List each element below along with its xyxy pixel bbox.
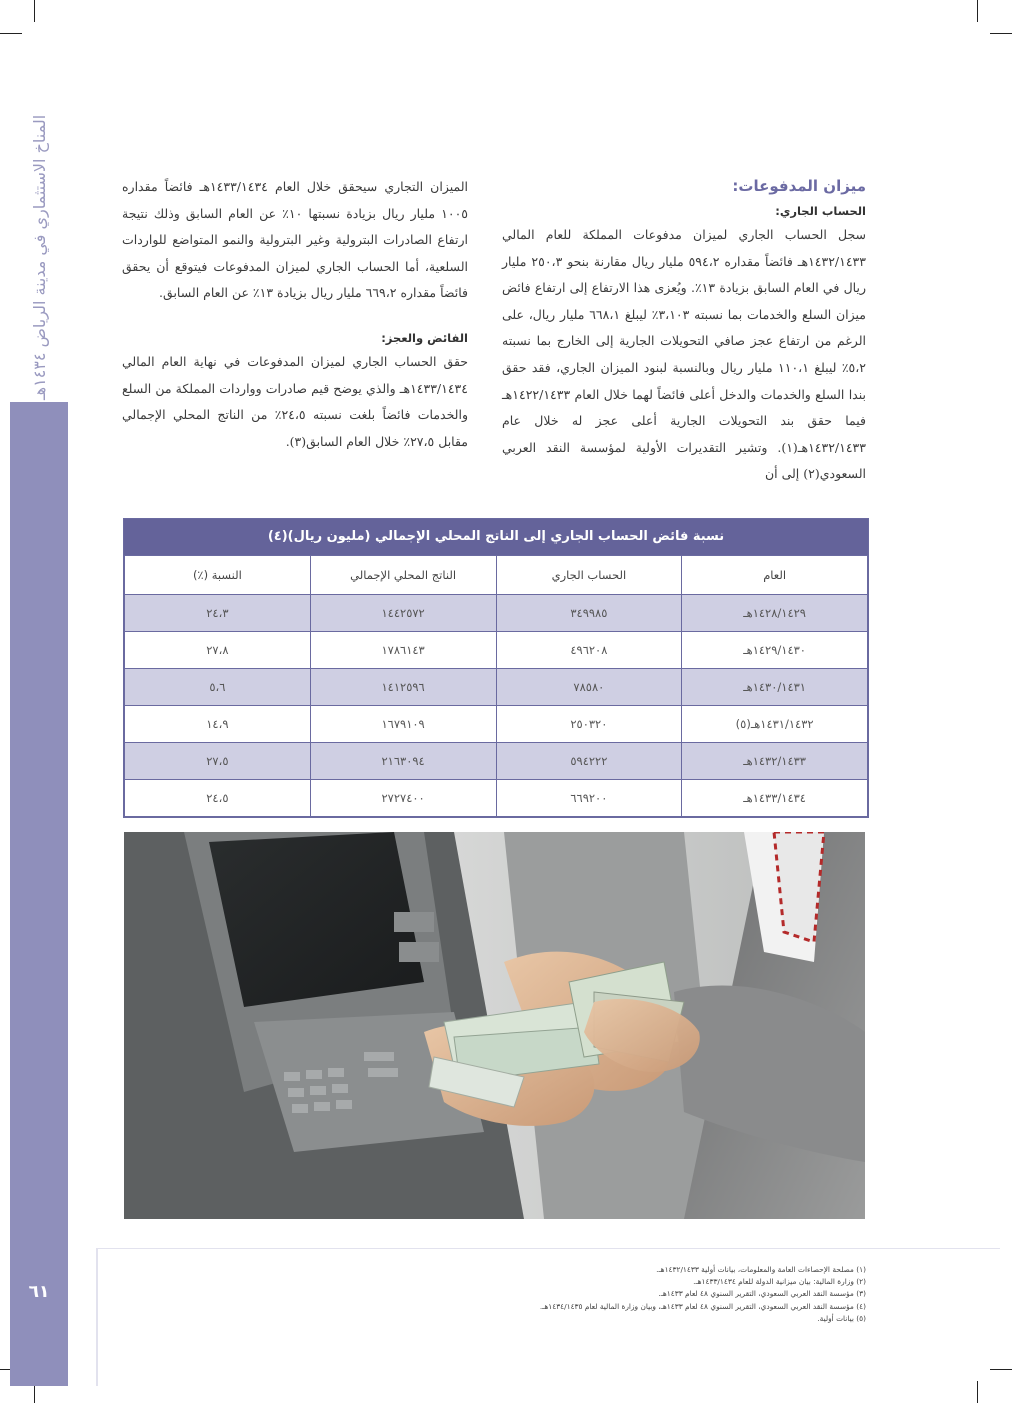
table-cell: ٧٨٥٨٠ [496, 669, 682, 706]
table-cell: ١٤٣٢/١٤٣٣هـ [682, 743, 868, 780]
table-cell: ٣٤٩٩٨٥ [496, 595, 682, 632]
table-row [125, 632, 868, 669]
crop-mark [0, 33, 22, 34]
table-cell: ٦٦٩٢٠٠ [496, 780, 682, 817]
surplus-paragraph: حقق الحساب الجاري لميزان المدفوعات في نهاية العام المالي ١٤٣٣/١٤٣٤هـ والذي يوضح قيم صادرات وواردات المملكة من السلع والخدمات فائضاً بلغت نسبته ٢٤،٥٪ من الناتج المحلي الإجمالي مقابل ٢٧،٥٪ خلال العام السابق(٣). [122, 353, 468, 449]
column-header-gdp: الناتج المحلي الإجمالي [310, 556, 496, 595]
table-cell: ١٤٢٩/١٤٣٠هـ [682, 632, 868, 669]
footnote-item: (٢) وزارة المالية: بيان ميزانية الدولة للعام ١٤٣٣/١٤٣٤هـ. [693, 1277, 866, 1287]
current-account-paragraph: سجل الحساب الجاري لميزان مدفوعات المملكة للعام المالي ١٤٣٢/١٤٣٣هـ فائضاً مقداره ٥٩٤،٢ مليار ريال مقارنة بنحو ٢٥٠،٣ مليار ريال في العام السابق بزيادة ١٣٪. ويُعزى هذا الارتفاع إلى ارتفاع فائض ميزان السلع والخدمات بما نسبته ٣،١٠٣٪ ليبلغ ٦٦٨،١ مليار ريال، على الرغم من ارتفاع عجز صافي التحويلات الجارية إلى الخارج بما نسبته ٥،٢٪ ليبلغ ١١٠،١ مليار ريال وبالنسبة لبنود الميزان الجاري، فقد حقق بندا السلع والخدمات والدخل أعلى فائضاً لهما خلال العام ١٤٢٢/١٤٣٣هـ فيما حقق بند التحويلات الجارية أعلى عجز له خلال عام ١٤٣٢/١٤٣٣هـ(١). وتشير التقديرات الأولية لمؤسسة النقد العربي السعودي(٢) إلى أن [502, 227, 867, 482]
table-row [125, 706, 868, 743]
table-cell: ١٤،٩ [125, 706, 311, 743]
right-column [502, 174, 866, 488]
table-title: نسبة فائض الحساب الجاري إلى الناتج المحلي الإجمالي (مليون ريال)(٤) [124, 519, 868, 555]
footnotes [470, 1264, 866, 1325]
crop-mark [990, 33, 1012, 34]
section-heading: ميزان المدفوعات: [732, 177, 866, 195]
table-cell: ٢٧،٥ [125, 743, 311, 780]
crop-mark [34, 0, 35, 22]
trade-balance-paragraph: الميزان التجاري سيحقق خلال العام ١٤٣٣/١٤٣٤هـ فائضاً مقداره ١٠٠٥ مليار ريال بزيادة نسبتها ١٠٪ عن العام السابق وذلك نتيجة ارتفاع الصادرات البترولية وغير البترولية والنمو المتواضع للواردات السلعية، أما الحساب الجاري لميزان المدفوعات فيتوقع أن يحقق فائضاً مقداره ٦٦٩،٢ مليار ريال بزيادة ١٣٪ عن العام السابق. [122, 179, 468, 301]
current-account-subheading: الحساب الجاري: [775, 204, 866, 218]
sidebar-band [10, 402, 68, 1386]
page-number: ٦١ [28, 1282, 50, 1302]
table-cell: ٢٧،٨ [125, 632, 311, 669]
footnote-item: (٤) مؤسسة النقد العربي السعودي، التقرير السنوي ٤٨ لعام ١٤٣٣هـ، وبيان وزارة المالية لعام ١٤٣٤/١٤٣٥هـ. [539, 1301, 866, 1311]
table-cell: ٢٤،٥ [125, 780, 311, 817]
current-account-table [123, 518, 869, 818]
table-cell: ١٤٣٣/١٤٣٤هـ [682, 780, 868, 817]
table-row [125, 743, 868, 780]
column-header-year: العام [682, 556, 868, 595]
table-cell: ١٦٧٩١٠٩ [310, 706, 496, 743]
table-cell: ٢٧٢٧٤٠٠ [310, 780, 496, 817]
table-cell: ٢٤،٣ [125, 595, 311, 632]
table-cell: ٥٩٤٢٢٢ [496, 743, 682, 780]
crop-mark [990, 1369, 1012, 1370]
column-header-current-account: الحساب الجاري [496, 556, 682, 595]
left-column [122, 174, 468, 455]
footnote-divider [96, 1248, 1000, 1249]
table-row [125, 780, 868, 817]
table-cell: ٢١٦٣٠٩٤ [310, 743, 496, 780]
footnote-vertical-rule [96, 1248, 98, 1386]
table-cell: ٤٩٦٢٠٨ [496, 632, 682, 669]
table-row [125, 595, 868, 632]
table-cell: ١٤١٢٥٩٦ [310, 669, 496, 706]
table-cell: ٥،٦ [125, 669, 311, 706]
atm-cash-photo [124, 832, 865, 1219]
table-cell: ١٤٣٠/١٤٣١هـ [682, 669, 868, 706]
table-cell: ٢٥٠٣٢٠ [496, 706, 682, 743]
table-cell: ١٤٤٢٥٧٢ [310, 595, 496, 632]
table-cell: ١٧٨٦١٤٣ [310, 632, 496, 669]
table-cell: ١٤٢٨/١٤٢٩هـ [682, 595, 868, 632]
running-title: المناخ الاستثماري في مدينة الرياض ١٤٣٤هـ [30, 114, 49, 400]
crop-mark [977, 0, 978, 22]
table-row [125, 669, 868, 706]
surplus-deficit-subheading: الفائض والعجز: [381, 330, 468, 345]
table-cell: ١٤٣١/١٤٣٢هـ(٥) [682, 706, 868, 743]
column-header-ratio: النسبة (٪) [125, 556, 311, 595]
footnote-item: (٥) بيانات أولية. [817, 1313, 866, 1323]
footnote-item: (٣) مؤسسة النقد العربي السعودي، التقرير السنوي ٤٨ لعام ١٤٣٣هـ. [658, 1289, 866, 1299]
footnote-item: (١) مصلحة الإحصاءات العامة والمعلومات، بيانات أولية ١٤٣٢/١٤٣٣هـ. [656, 1265, 866, 1274]
crop-mark [977, 1381, 978, 1403]
